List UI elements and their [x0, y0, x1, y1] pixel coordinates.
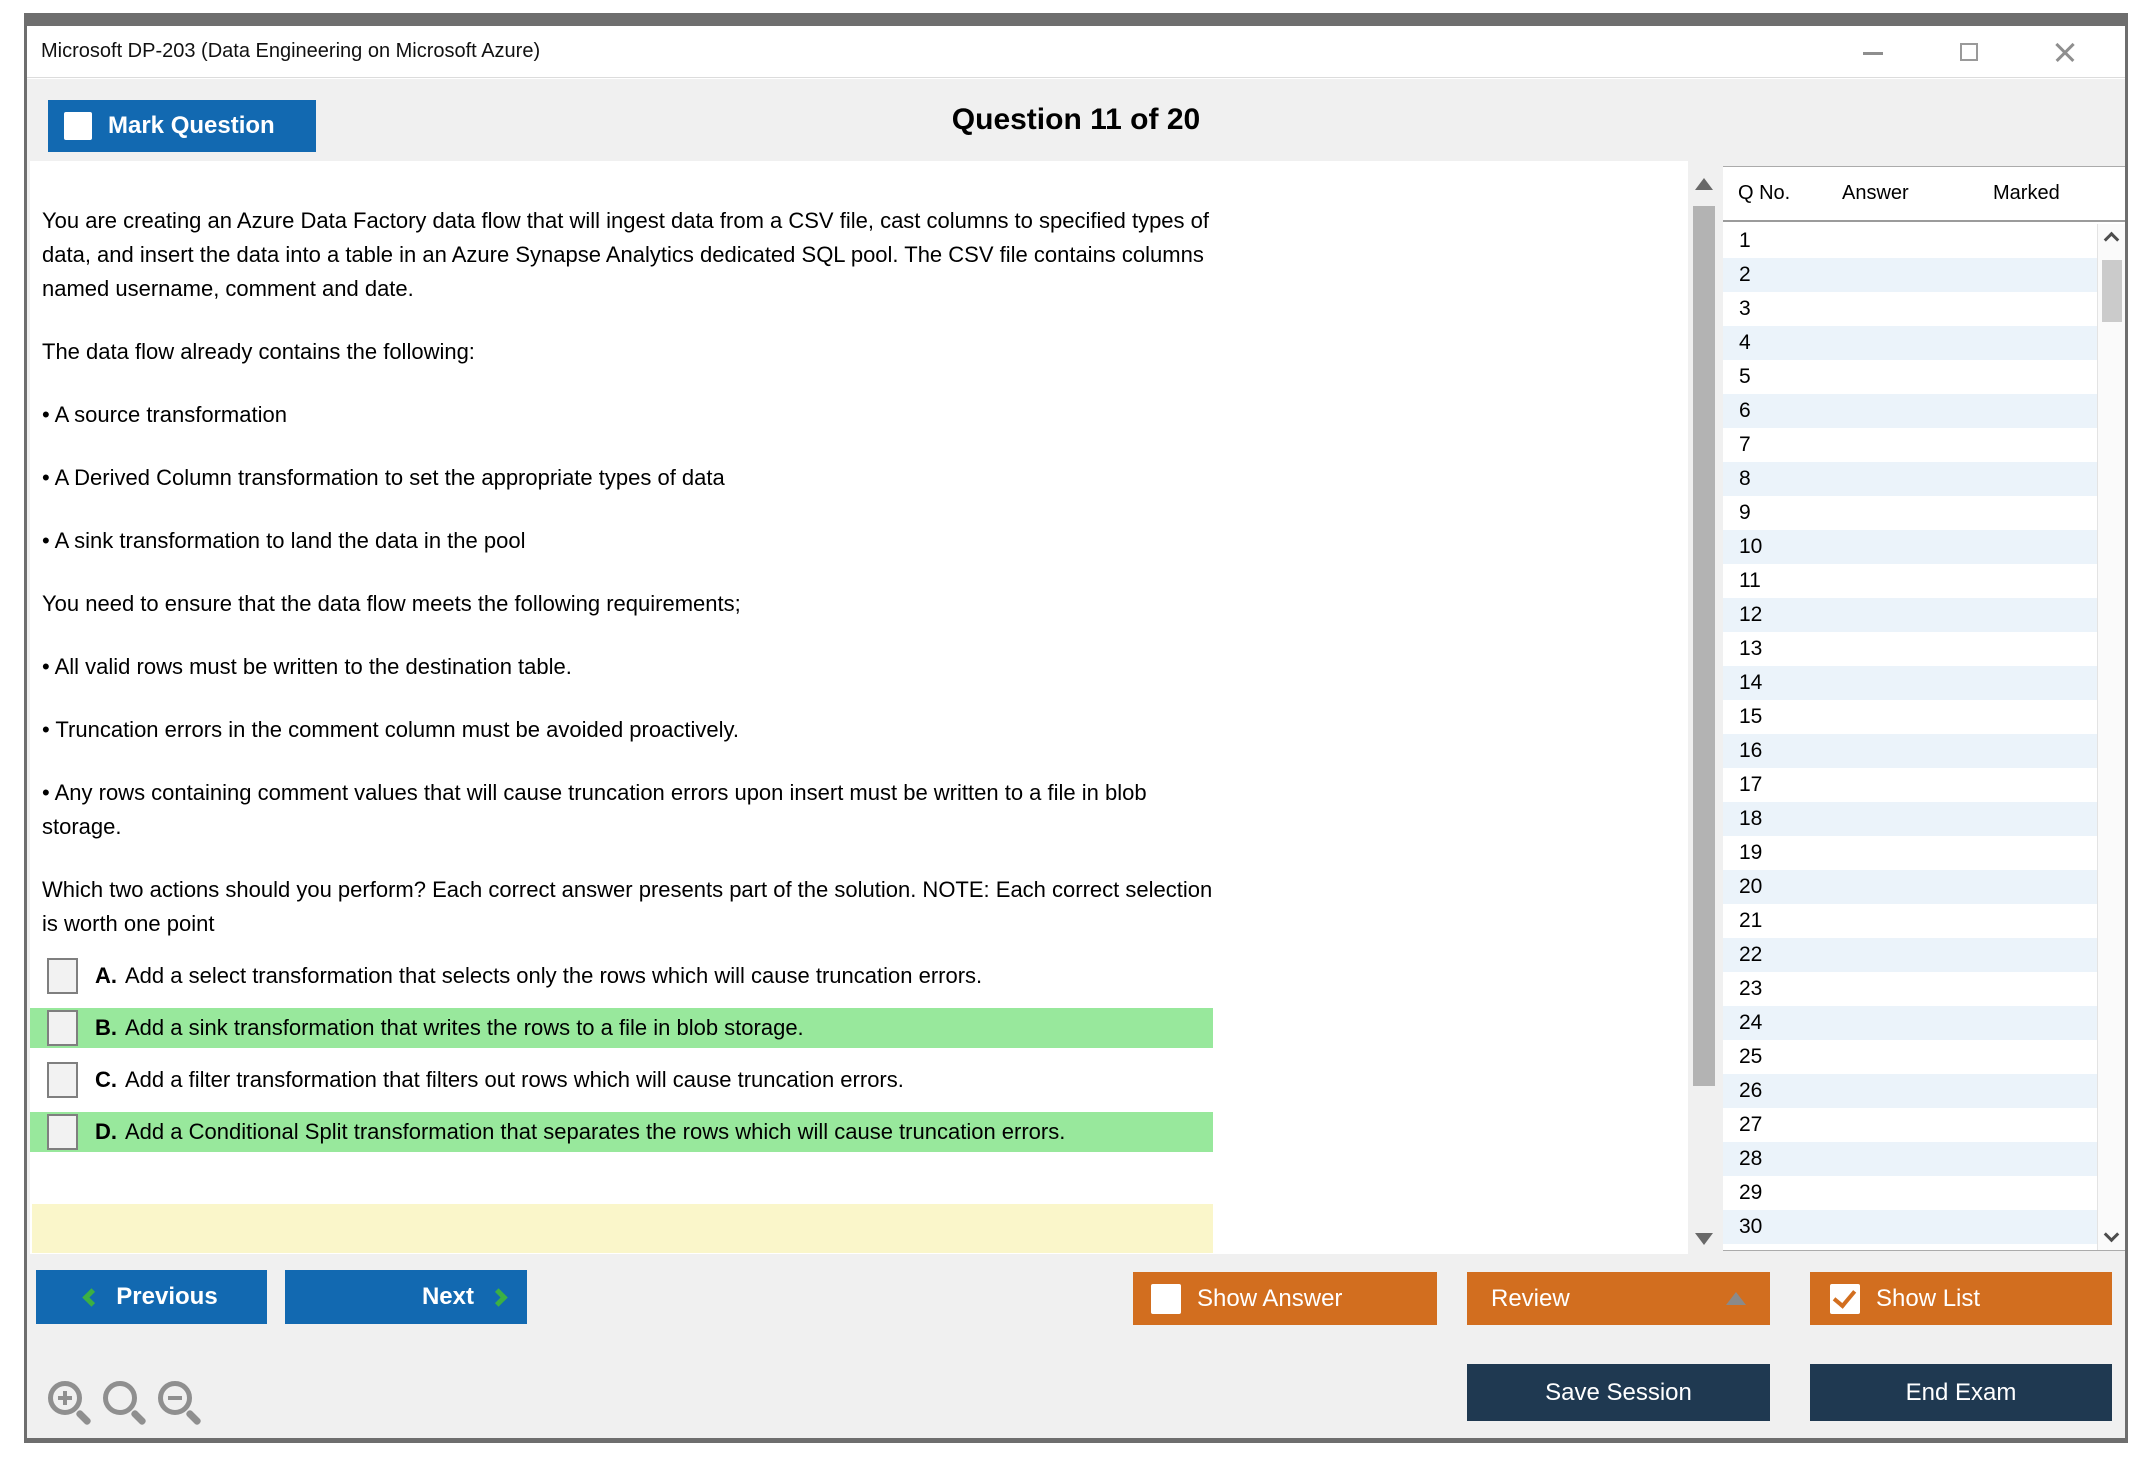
question-list-row[interactable]: [1723, 1176, 2097, 1210]
content-scrollbar[interactable]: [1690, 174, 1718, 1249]
question-list-row[interactable]: [1723, 1142, 2097, 1176]
question-list-row[interactable]: [1723, 700, 2097, 734]
question-number: 17: [1739, 773, 1763, 796]
answer-option-row[interactable]: [30, 1060, 1213, 1100]
app-body: [27, 79, 2125, 1438]
question-list-row[interactable]: [1723, 428, 2097, 462]
save-session-button[interactable]: [1467, 1364, 1770, 1421]
question-number: 9: [1739, 501, 1751, 524]
maximize-icon: [1960, 43, 1978, 61]
question-paragraph: You need to ensure that the data flow meets the following requirements;: [42, 591, 741, 616]
question-list-row[interactable]: [1723, 496, 2097, 530]
question-number: 13: [1739, 637, 1763, 660]
question-number: 23: [1739, 977, 1763, 1000]
window-controls: [1861, 40, 2077, 64]
question-number: 27: [1739, 1113, 1763, 1136]
scroll-up-arrow-icon[interactable]: [1695, 178, 1713, 190]
save-session-label: Save Session: [1545, 1378, 1692, 1406]
question-paragraph: Which two actions should you perform? Each correct answer presents part of the solution. NOTE: Each correct selection is worth one point: [42, 877, 1213, 936]
option-checkbox[interactable]: [47, 1010, 78, 1046]
question-paragraph: • Truncation errors in the comment column must be avoided proactively.: [42, 717, 739, 742]
minimize-icon: [1863, 52, 1883, 55]
question-list-row[interactable]: [1723, 598, 2097, 632]
question-number: 12: [1739, 603, 1763, 626]
title-bar: [27, 26, 2125, 78]
question-list-row[interactable]: [1723, 938, 2097, 972]
question-list-row[interactable]: [1723, 1006, 2097, 1040]
question-number: 15: [1739, 705, 1763, 728]
chevron-left-icon: [83, 1288, 101, 1306]
mark-question-button[interactable]: [48, 100, 316, 152]
end-exam-label: End Exam: [1905, 1378, 2017, 1406]
question-list-row[interactable]: [1723, 258, 2097, 292]
option-letter: C.: [95, 1067, 117, 1092]
question-list-row[interactable]: [1723, 224, 2097, 258]
zoom-out-icon[interactable]: [158, 1381, 204, 1427]
option-letter: D.: [95, 1119, 117, 1144]
answer-option-row[interactable]: [30, 1008, 1213, 1048]
question-list-row[interactable]: [1723, 972, 2097, 1006]
show-answer-checkbox[interactable]: [1151, 1284, 1181, 1314]
question-number: 29: [1739, 1181, 1763, 1204]
question-list-rows: [1723, 224, 2097, 1250]
question-paragraph: • A source transformation: [42, 402, 287, 427]
magnifier-handle: [75, 1409, 92, 1426]
list-scrollbar-thumb[interactable]: [2102, 260, 2122, 322]
zoom-in-icon[interactable]: [48, 1381, 94, 1427]
option-checkbox[interactable]: [47, 1062, 78, 1098]
plus-sign: [63, 1391, 67, 1405]
answer-option-row[interactable]: [30, 1112, 1213, 1152]
question-list-row[interactable]: [1723, 564, 2097, 598]
question-paragraph: • Any rows containing comment values that will cause truncation errors upon insert must be written to a file in blob storage.: [42, 780, 1147, 839]
question-number: 11: [1739, 569, 1761, 592]
question-list-row[interactable]: [1723, 1074, 2097, 1108]
question-number: 4: [1739, 331, 1751, 354]
window-title: Microsoft DP-203 (Data Engineering on Microsoft Azure): [41, 40, 541, 62]
question-paragraph: • All valid rows must be written to the destination table.: [42, 654, 572, 679]
question-list-row[interactable]: [1723, 326, 2097, 360]
question-paragraph: The data flow already contains the following:: [42, 339, 475, 364]
question-list-panel: [1723, 166, 2125, 1251]
question-number: 8: [1739, 467, 1751, 490]
question-number: 20: [1739, 875, 1763, 898]
question-list-row[interactable]: [1723, 1108, 2097, 1142]
question-number: 19: [1739, 841, 1763, 864]
question-list-row[interactable]: [1723, 836, 2097, 870]
question-number: 25: [1739, 1045, 1763, 1068]
option-text: Add a sink transformation that writes the rows to a file in blob storage.: [125, 1015, 804, 1040]
close-button[interactable]: [2053, 40, 2077, 64]
option-letter: B.: [95, 1015, 117, 1040]
minus-sign: [168, 1396, 182, 1400]
question-list-row[interactable]: [1723, 802, 2097, 836]
question-list-row[interactable]: [1723, 360, 2097, 394]
mark-question-checkbox[interactable]: [64, 112, 92, 140]
question-number: 24: [1739, 1011, 1763, 1034]
magnifier-lens: [103, 1381, 137, 1415]
list-scrollbar[interactable]: [2097, 224, 2125, 1250]
answer-option-row[interactable]: [30, 956, 1213, 996]
option-checkbox[interactable]: [47, 1114, 78, 1150]
list-scroll-down-icon[interactable]: [2104, 1227, 2120, 1243]
previous-button[interactable]: [36, 1270, 267, 1324]
show-list-label: Show List: [1876, 1284, 1981, 1312]
question-list-row[interactable]: [1723, 870, 2097, 904]
question-list-row[interactable]: [1723, 462, 2097, 496]
question-number: 16: [1739, 739, 1763, 762]
question-paragraph: • A Derived Column transformation to set the appropriate types of data: [42, 465, 725, 490]
question-list-row[interactable]: [1723, 632, 2097, 666]
column-q-no: Q No.: [1738, 182, 1791, 204]
review-label: Review: [1491, 1284, 1570, 1312]
question-number: 21: [1739, 909, 1763, 932]
question-number: 1: [1739, 229, 1751, 252]
previous-label: Previous: [116, 1283, 218, 1310]
highlight-bar: [32, 1204, 1213, 1253]
question-number: 6: [1739, 399, 1751, 422]
next-label: Next: [421, 1283, 474, 1310]
question-paragraph: • A sink transformation to land the data in the pool: [42, 528, 526, 553]
question-list-row[interactable]: [1723, 666, 2097, 700]
maximize-button[interactable]: [1957, 40, 1981, 64]
question-number: 14: [1739, 671, 1763, 694]
minimize-button[interactable]: [1861, 40, 1885, 64]
question-number: 2: [1739, 263, 1751, 286]
end-exam-button[interactable]: [1810, 1364, 2112, 1421]
question-list-header: [1723, 167, 2125, 222]
question-list-row[interactable]: [1723, 530, 2097, 564]
question-list-row[interactable]: [1723, 1210, 2097, 1244]
question-paragraph: You are creating an Azure Data Factory data flow that will ingest data from a CSV file, cast columns to specified types of data, and insert the data into a table in an Azure Synapse Analytics dedicated SQL pool. The CSV file contains columns named username, comment and date.: [42, 208, 1209, 301]
option-text: Add a Conditional Split transformation that separates the rows which will cause truncation errors.: [125, 1119, 1066, 1144]
magnifier-handle: [185, 1409, 202, 1426]
collapse-triangle-icon: [1726, 1292, 1746, 1305]
magnifier-handle: [130, 1409, 147, 1426]
column-marked: Marked: [1993, 182, 2060, 204]
question-list-row[interactable]: [1723, 768, 2097, 802]
show-list-checkbox[interactable]: [1830, 1284, 1860, 1314]
question-list-row[interactable]: [1723, 904, 2097, 938]
question-number: 3: [1739, 297, 1751, 320]
question-number: 18: [1739, 807, 1763, 830]
app-window: [24, 13, 2128, 1443]
magnifier-icon[interactable]: [103, 1381, 149, 1427]
question-number: 5: [1739, 365, 1751, 388]
content-scrollbar-thumb[interactable]: [1693, 206, 1715, 1086]
question-number: 28: [1739, 1147, 1763, 1170]
question-list-row[interactable]: [1723, 734, 2097, 768]
list-scroll-up-icon[interactable]: [2104, 232, 2120, 248]
column-answer: Answer: [1842, 182, 1909, 204]
option-checkbox[interactable]: [47, 958, 78, 994]
mark-question-label: Mark Question: [108, 112, 275, 139]
options-list: [30, 956, 1213, 1164]
show-list-button[interactable]: [1810, 1272, 2112, 1325]
review-button[interactable]: [1467, 1272, 1770, 1325]
question-number: 26: [1739, 1079, 1763, 1102]
question-text: [42, 204, 1213, 970]
next-button[interactable]: [285, 1270, 527, 1324]
question-number: 10: [1739, 535, 1763, 558]
question-number: 22: [1739, 943, 1763, 966]
question-counter: Question 11 of 20: [951, 103, 1201, 136]
option-letter: A.: [95, 963, 117, 988]
question-number: 7: [1739, 433, 1751, 456]
show-answer-label: Show Answer: [1197, 1284, 1343, 1312]
question-number: 30: [1739, 1215, 1763, 1238]
question-list-row[interactable]: [1723, 292, 2097, 326]
chevron-right-icon: [489, 1288, 507, 1306]
option-text: Add a filter transformation that filters out rows which will cause truncation errors.: [125, 1067, 904, 1092]
question-list-row[interactable]: [1723, 1040, 2097, 1074]
question-panel: [30, 161, 1688, 1254]
scroll-down-arrow-icon[interactable]: [1695, 1233, 1713, 1245]
show-answer-button[interactable]: [1133, 1272, 1437, 1325]
option-text: Add a select transformation that selects only the rows which will cause truncation errors.: [125, 963, 983, 988]
question-list-row[interactable]: [1723, 394, 2097, 428]
